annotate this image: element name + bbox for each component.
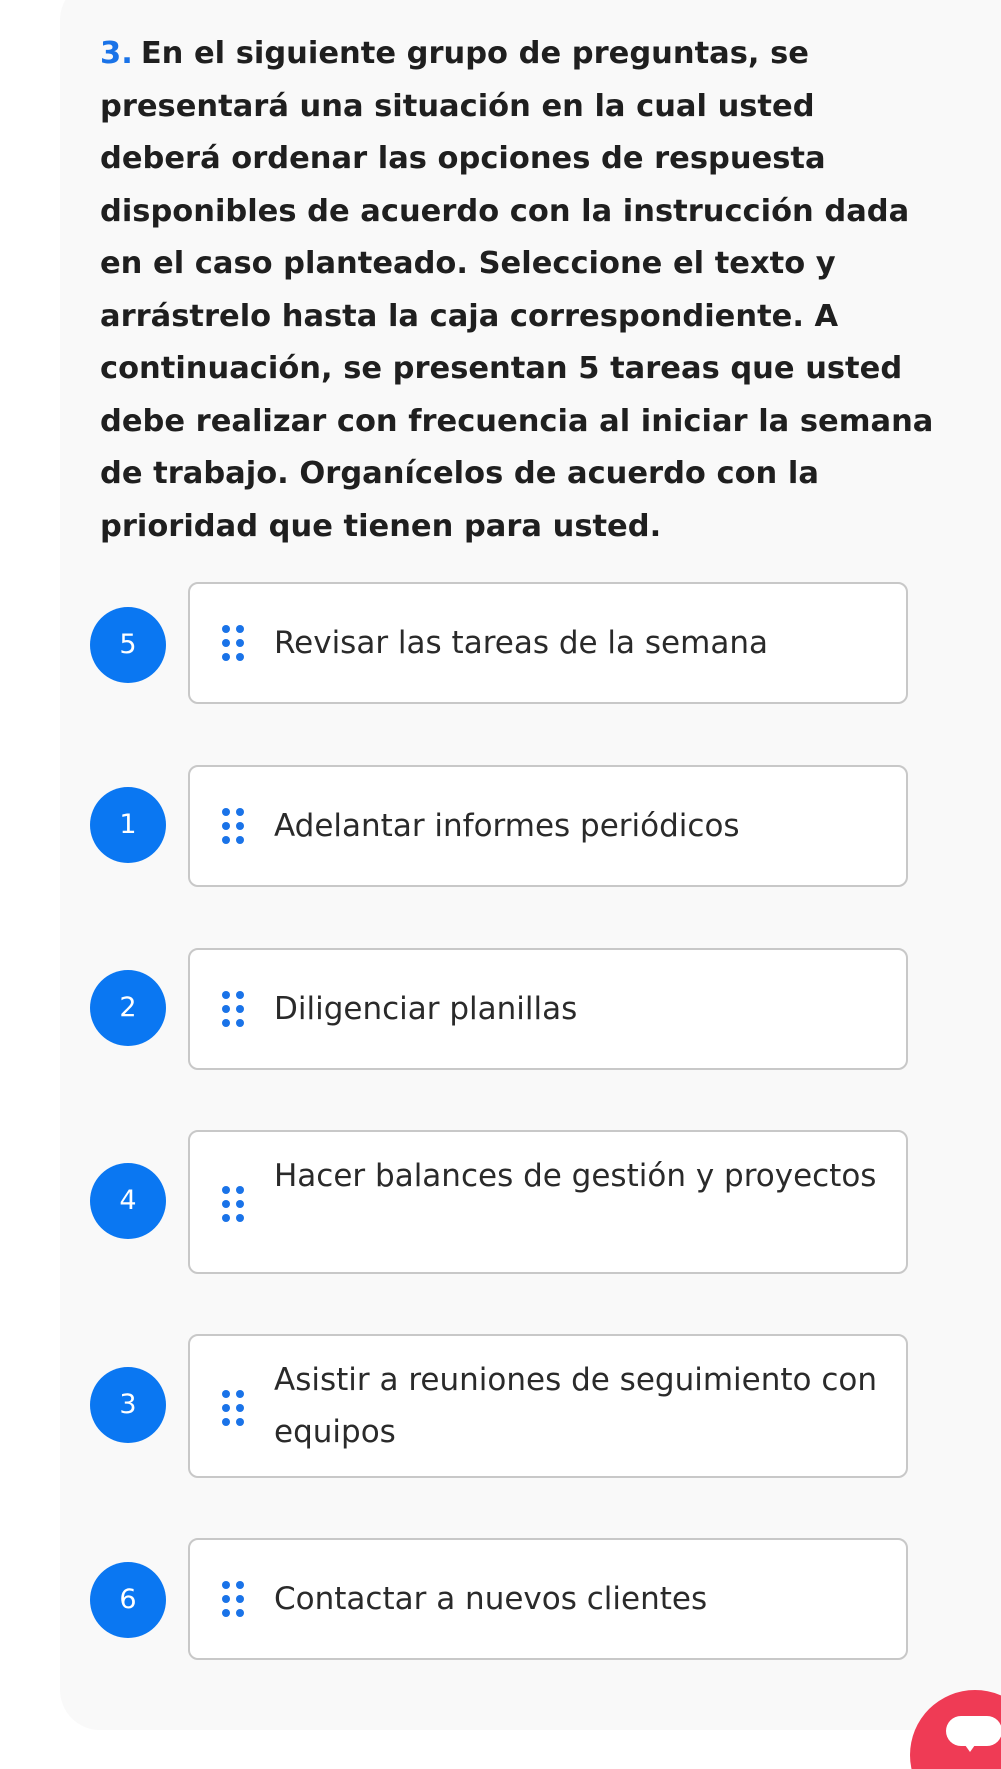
drag-handle-icon[interactable] [220, 989, 246, 1029]
rank-badge: 5 [90, 607, 166, 683]
drag-handle-icon[interactable] [220, 623, 246, 663]
option-label: Asistir a reuniones de seguimiento con equipos [274, 1362, 878, 1450]
rank-badge: 6 [90, 1562, 166, 1638]
drag-handle-icon[interactable] [220, 1388, 246, 1428]
rank-badge: 3 [90, 1367, 166, 1443]
draggable-option[interactable] [188, 948, 908, 1070]
question-text: En el siguiente grupo de preguntas, se presentará una situación en la cual usted deberá ordenar las opciones de respuesta disponibles de acuerdo con la instrucción dada en el caso planteado. Seleccione el texto y arrástrelo hasta la caja correspondiente. A continuación, se presentan 5 tareas que usted debe realizar con frecuencia al iniciar la semana de trabajo. Organícelos de acuerdo con la prioridad que tienen para usted. [100, 36, 934, 544]
draggable-option[interactable] [188, 765, 908, 887]
option-label: Adelantar informes periódicos [274, 808, 740, 844]
question-number: 3. [100, 36, 133, 71]
drag-handle-icon[interactable] [220, 1184, 246, 1224]
chat-bubble-tail [960, 1738, 980, 1752]
drag-handle-icon[interactable] [220, 806, 246, 846]
rank-badge: 1 [90, 787, 166, 863]
rank-badge: 2 [90, 970, 166, 1046]
option-label: Hacer balances de gestión y proyectos [274, 1158, 877, 1194]
rank-badge: 4 [90, 1163, 166, 1239]
draggable-option[interactable] [188, 1334, 908, 1478]
draggable-option[interactable] [188, 1538, 908, 1660]
option-label: Revisar las tareas de la semana [274, 625, 768, 661]
draggable-option[interactable] [188, 1130, 908, 1274]
question-prompt [100, 28, 940, 553]
draggable-option[interactable] [188, 582, 908, 704]
option-label: Contactar a nuevos clientes [274, 1581, 708, 1617]
option-label: Diligenciar planillas [274, 991, 578, 1027]
drag-handle-icon[interactable] [220, 1579, 246, 1619]
